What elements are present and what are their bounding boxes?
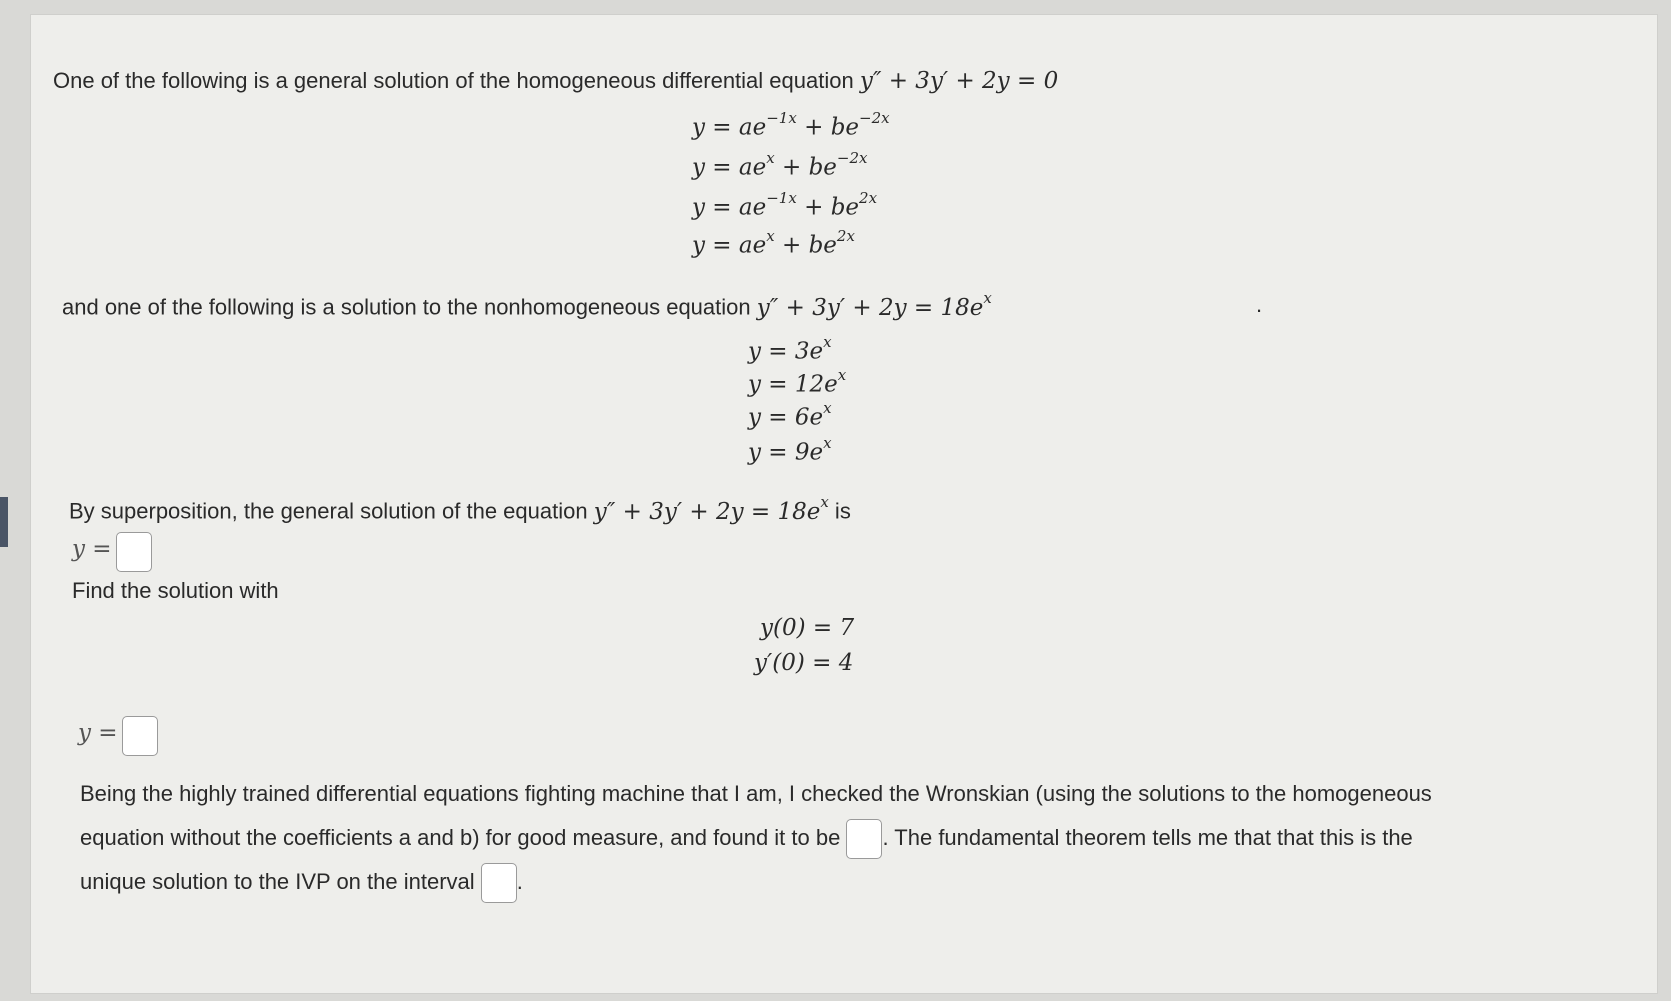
particular-option: $y = 3e^x$ bbox=[748, 333, 832, 365]
wronskian-line-1: Being the highly trained differential equations fighting machine that I am, I checked the Wronskian (using the solutions to the homogeneous bbox=[80, 781, 1432, 806]
intro-line bbox=[53, 68, 1058, 94]
ivp-solution-row bbox=[78, 716, 158, 756]
homogeneous-option: $y = ae^x + be^{-2x}$ bbox=[692, 149, 868, 181]
superposition-equation: $y'' + 3y' + 2y = 18e^x$ bbox=[593, 493, 829, 525]
intro-text: One of the following is a general solution of the homogeneous differential equation bbox=[53, 68, 854, 93]
ivp-solution-input[interactable] bbox=[122, 716, 158, 756]
nonhomogeneous-line bbox=[62, 289, 992, 321]
nonhomogeneous-equation: $y'' + 3y' + 2y = 18e^x$ bbox=[756, 289, 992, 321]
initial-condition: y′(0) = 4 bbox=[754, 650, 854, 676]
wronskian-line-3: unique solution to the IVP on the interval . bbox=[80, 860, 1640, 904]
particular-option: $y = 9e^x$ bbox=[748, 434, 832, 466]
homogeneous-equation: y″ + 3y′ + 2y = 0 bbox=[859, 68, 1059, 94]
side-tab[interactable] bbox=[0, 497, 8, 547]
homogeneous-option: $y = ae^{-1x} + be^{-2x}$ bbox=[692, 109, 890, 141]
interval-input[interactable] bbox=[481, 863, 517, 903]
particular-option: $y = 6e^x$ bbox=[748, 399, 832, 431]
superposition-line: By superposition, the general solution of the equation $y'' + 3y' + 2y = 18e^x$ is bbox=[69, 493, 851, 525]
wronskian-paragraph bbox=[80, 772, 1640, 904]
homogeneous-option: $y = ae^x + be^{2x}$ bbox=[692, 227, 855, 259]
particular-option: $y = 12e^x$ bbox=[748, 366, 847, 398]
ivp-prompt: Find the solution with bbox=[72, 578, 279, 603]
initial-condition: y(0) = 7 bbox=[760, 615, 855, 641]
nonhomogeneous-text: and one of the following is a solution to the nonhomogeneous equation bbox=[62, 294, 751, 320]
wronskian-line-2: equation without the coefficients a and b) for good measure, and found it to be . The fundamental theorem tells me that that this is the bbox=[80, 816, 1640, 860]
general-solution-input[interactable] bbox=[116, 532, 152, 572]
homogeneous-option: $y = ae^{-1x} + be^{2x}$ bbox=[692, 189, 878, 221]
trailing-dot: . bbox=[1256, 292, 1263, 317]
wronskian-input[interactable] bbox=[846, 819, 882, 859]
ivp-solution-label: y = bbox=[78, 720, 118, 747]
superposition-text: By superposition, the general solution of the equation bbox=[69, 498, 588, 524]
general-solution-label: y = bbox=[72, 536, 112, 563]
general-solution-row bbox=[72, 532, 152, 572]
